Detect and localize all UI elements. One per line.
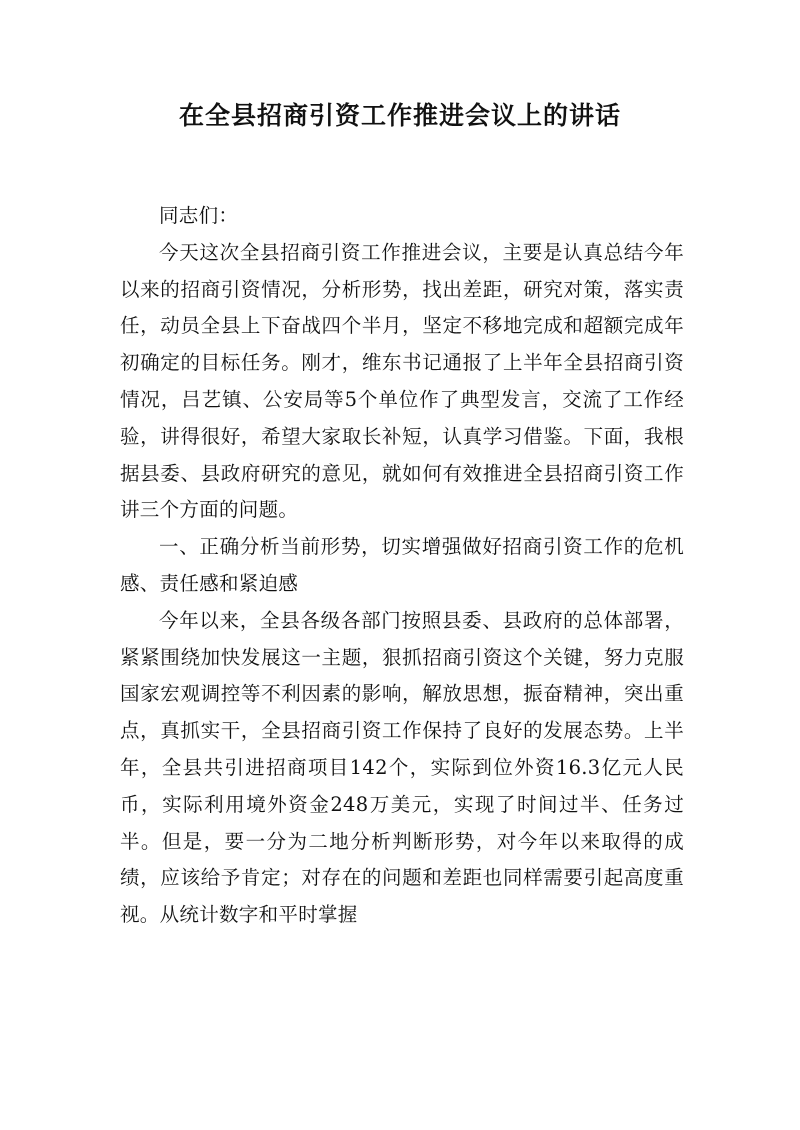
document-title: 在全县招商引资工作推进会议上的讲话 <box>178 101 621 130</box>
paragraph-situation: 今年以来，全县各级各部门按照县委、县政府的总体部署，紧紧围绕加快发展这一主题，狠抓招商引资这个关键，努力克服国家宏观调控等不利因素的影响，解放思想，振奋精神，突出重点，真抓实干，全县招商引资工作保持了良好的发展态势。上半年，全县共引进招商项目142个，实际到位外资16.3亿元人民币，实际利用境外资金248万美元，实现了时间过半、任务过半。但是，要一分为二地分析判断形势，对今年以来取得的成绩，应该给予肯定；对存在的问题和差距也同样需要引起高度重视。从统计数字和平时掌握 <box>120 608 684 927</box>
document-body <box>120 198 684 934</box>
section-heading-1: 一、正确分析当前形势，切实增强做好招商引资工作的危机感、责任感和紧迫感 <box>120 535 684 595</box>
paragraph-intro: 今天这次全县招商引资工作推进会议，主要是认真总结今年以来的招商引资情况，分析形势，找出差距，研究对策，落实责任，动员全县上下奋战四个半月，坚定不移地完成和超额完成年初确定的目标任务。刚才，维东书记通报了上半年全县招商引资情况，吕艺镇、公安局等5个单位作了典型发言，交流了工作经验，讲得很好，希望大家取长补短，认真学习借鉴。下面，我根据县委、县政府研究的意见，就如何有效推进全县招商引资工作讲三个方面的问题。 <box>120 240 684 522</box>
salutation: 同志们： <box>159 204 239 227</box>
